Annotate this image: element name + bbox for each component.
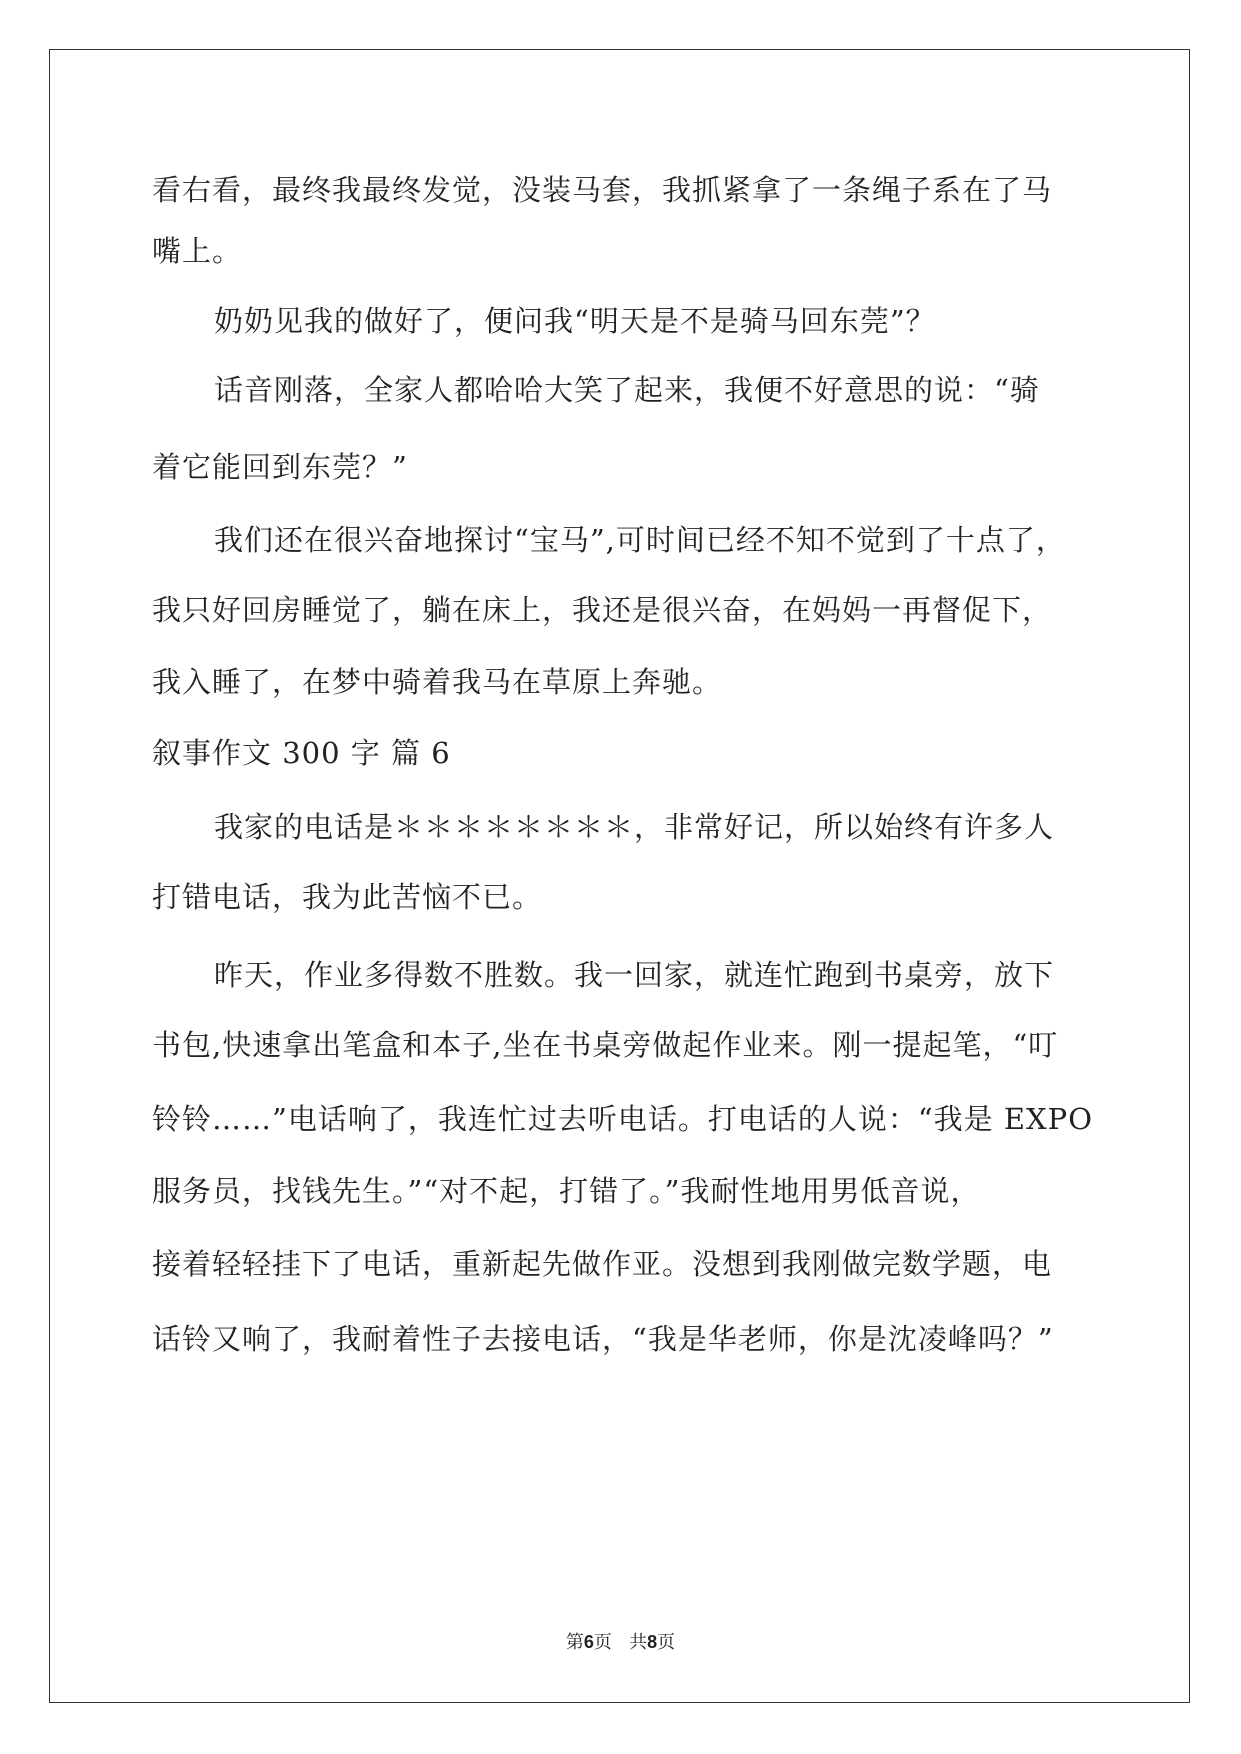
page-unit: 页 [593,1632,612,1653]
current-page-number: 6 [583,1632,594,1652]
page-border [49,49,1190,1703]
body-line: 接着轻轻挂下了电话，重新起先做作亚。没想到我刚做完数学题，电 [152,1247,1053,1281]
paragraph-start-line: 我们还在很兴奋地探讨“宝马”,可时间已经不知不觉到了十点了， [214,523,1066,557]
body-line: 话铃又响了，我耐着性子去接电话，“我是华老师，你是沈凌峰吗？” [152,1322,1054,1356]
body-line: 书包,快速拿出笔盒和本子,坐在书桌旁做起作业来。刚一提起笔，“叮 [152,1028,1059,1062]
total-prefix: 共 [629,1632,648,1653]
paragraph-start-line: 我家的电话是＊＊＊＊＊＊＊＊，非常好记，所以始终有许多人 [214,810,1055,844]
body-line: 我入睡了，在梦中骑着我马在草原上奔驰。 [152,665,723,699]
section-heading: 叙事作文 300 字 篇 6 [152,736,451,770]
body-line: 我只好回房睡觉了，躺在床上，我还是很兴奋，在妈妈一再督促下， [152,593,1053,627]
body-line: 看右看，最终我最终发觉，没装马套，我抓紧拿了一条绳子系在了马 [152,173,1053,207]
body-line: 着它能回到东莞？” [152,450,408,484]
total-page-count: 8 [647,1632,658,1652]
paragraph-start-line: 奶奶见我的做好了，便问我“明天是不是骑马回东莞”？ [214,304,936,338]
body-line: 嘴上。 [152,234,243,268]
total-unit: 页 [657,1632,676,1653]
body-line: 服务员，找钱先生。”“对不起，打错了。”我耐性地用男低音说， [152,1174,981,1208]
page-number-footer [0,1630,1241,1655]
body-line: 打错电话，我为此苦恼不已。 [152,880,543,914]
paragraph-start-line: 话音刚落，全家人都哈哈大笑了起来，我便不好意思的说：“骑 [214,373,1040,407]
body-line: 铃铃……”电话响了，我连忙过去听电话。打电话的人说：“我是 EXPO [152,1102,1093,1136]
page-prefix: 第 [565,1632,584,1653]
paragraph-start-line: 昨天，作业多得数不胜数。我一回家，就连忙跑到书桌旁，放下 [214,958,1055,992]
